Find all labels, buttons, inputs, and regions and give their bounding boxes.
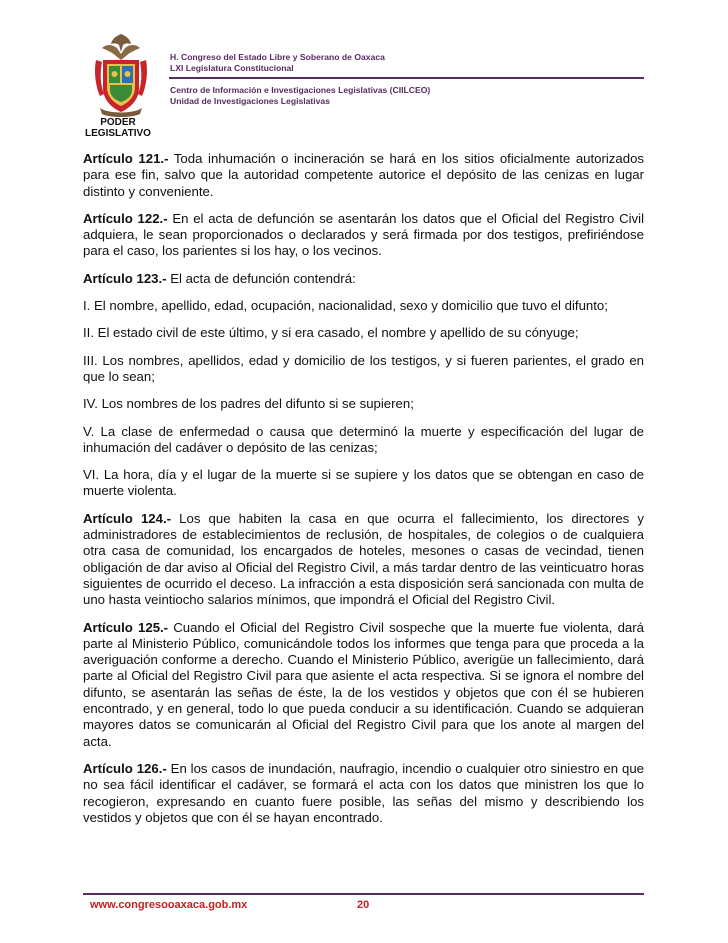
paragraph (83, 151, 644, 200)
paragraph-text: Cuando el Oficial del Registro Civil sospeche que la muerte fue violenta, dará parte al Ministerio Público, comunicándole todos los informes que tenga para que proceda a la averiguación conforme a derecho. Cuando el Ministerio Público, averigüe un fallecimiento, dará parte al Oficial del Registro Civil para que asiente el acta respectiva. Si se ignora el nombre del difunto, se asentarán las señas de éste, la de los vestidos y objetos que con él se hubieren encontrado, y en general, todo lo que pueda conducir a su identificación. Cuando se adquieran mayores datos se comunicarán al Oficial del Registro Civil para que los anote al margen del acta. (83, 619, 644, 749)
article-number: Artículo 121.- (83, 151, 169, 166)
organization-name: H. Congreso del Estado Libre y Soberano de Oaxaca (170, 52, 385, 62)
footer-website-link[interactable]: www.congresooaxaca.gob.mx (90, 899, 248, 911)
list-item (83, 467, 644, 500)
document-body (83, 151, 644, 837)
paragraph (83, 271, 644, 287)
article-number: Artículo 126.- (83, 760, 167, 776)
list-item (83, 325, 644, 341)
list-item (83, 424, 644, 457)
page-number: 20 (357, 899, 370, 911)
paragraph-text: II. El estado civil de este último, y si era casado, el nombre y apellido de su cónyuge; (83, 325, 579, 341)
paragraph (83, 761, 644, 826)
paragraph-text: I. El nombre, apellido, edad, ocupación, nacionalidad, sexo y domicilio que tuvo el difunto; (83, 298, 608, 314)
paragraph-text: V. La clase de enfermedad o causa que determinó la muerte y especificación del lugar de inhumación del cadáver o depósito de las cenizas; (83, 423, 644, 455)
coat-of-arms-logo (90, 30, 152, 118)
header-unit (170, 85, 430, 107)
paragraph-text: III. Los nombres, apellidos, edad y domicilio de los testigos, y si fueren parientes, el grado en que lo sean; (83, 352, 644, 384)
paragraph-text: Toda inhumación o incineración se hará en los sitios oficialmente autorizados para ese fin, salvo que la autoridad competente autorice el depósito de las cenizas en lugar distinto y conveniente. (83, 151, 644, 199)
paragraph-text: En el acta de defunción se asentarán los datos que el Oficial del Registro Civil adquiera, le sean proporcionados o declarados y será firmada por dos testigos, prefiriéndose para el caso, los parientes si los hay, o los vecinos. (83, 210, 645, 259)
paragraph (83, 620, 644, 750)
article-number: Artículo 122.- (83, 210, 168, 226)
article-number: Artículo 123.- (83, 270, 167, 286)
header-organization (170, 52, 385, 74)
article-number: Artículo 125.- (83, 619, 169, 635)
paragraph (83, 211, 644, 260)
poder-label-line1: PODER (100, 117, 136, 128)
footer-divider (83, 893, 644, 895)
center-name: Centro de Información e Investigaciones Legislativas (CIILCEO) (170, 85, 431, 95)
paragraph (83, 511, 644, 609)
paragraph-text: VI. La hora, día y el lugar de la muerte si se supiere y los datos que se obtengan en caso de muerte violenta. (83, 467, 644, 499)
poder-legislativo-label (82, 117, 154, 139)
header-divider (169, 77, 644, 79)
unit-name: Unidad de Investigaciones Legislativas (170, 96, 330, 106)
poder-label-line2: LEGISLATIVO (85, 128, 151, 139)
list-item (83, 353, 644, 386)
paragraph-text: En los casos de inundación, naufragio, incendio o cualquier otro siniestro en que no sea fácil identificar el cadáver, se formará el acta con los datos que ministren los que lo recogieron, expresando en cuanto fuere posible, las señas del mismo y describiendo los vestidos y objetos que con él se hayan encontrado. (83, 760, 644, 825)
paragraph-text: Los que habiten la casa en que ocurra el fallecimiento, los directores y administradores de establecimientos de reclusión, de hospitales, de colegios o de cualquiera otra casa de comunidad, los encargados de hoteles, mesones o casas de vecindad, tienen obligación de dar aviso al Oficial del Registro Civil, a más tardar dentro de las veinticuatro horas siguientes de ocurrido el deceso. La infracción a esta disposición será sancionada con multa de uno hasta veintiocho salarios mínimos, que impondrá el Oficial del Registro Civil. (83, 510, 644, 608)
list-item (83, 298, 644, 314)
paragraph-text: El acta de defunción contendrá: (166, 270, 356, 286)
article-number: Artículo 124.- (83, 510, 172, 526)
list-item (83, 396, 644, 412)
paragraph-text: IV. Los nombres de los padres del difunto si se supieren; (83, 396, 414, 412)
legislature-name: LXI Legislatura Constitucional (170, 63, 294, 73)
